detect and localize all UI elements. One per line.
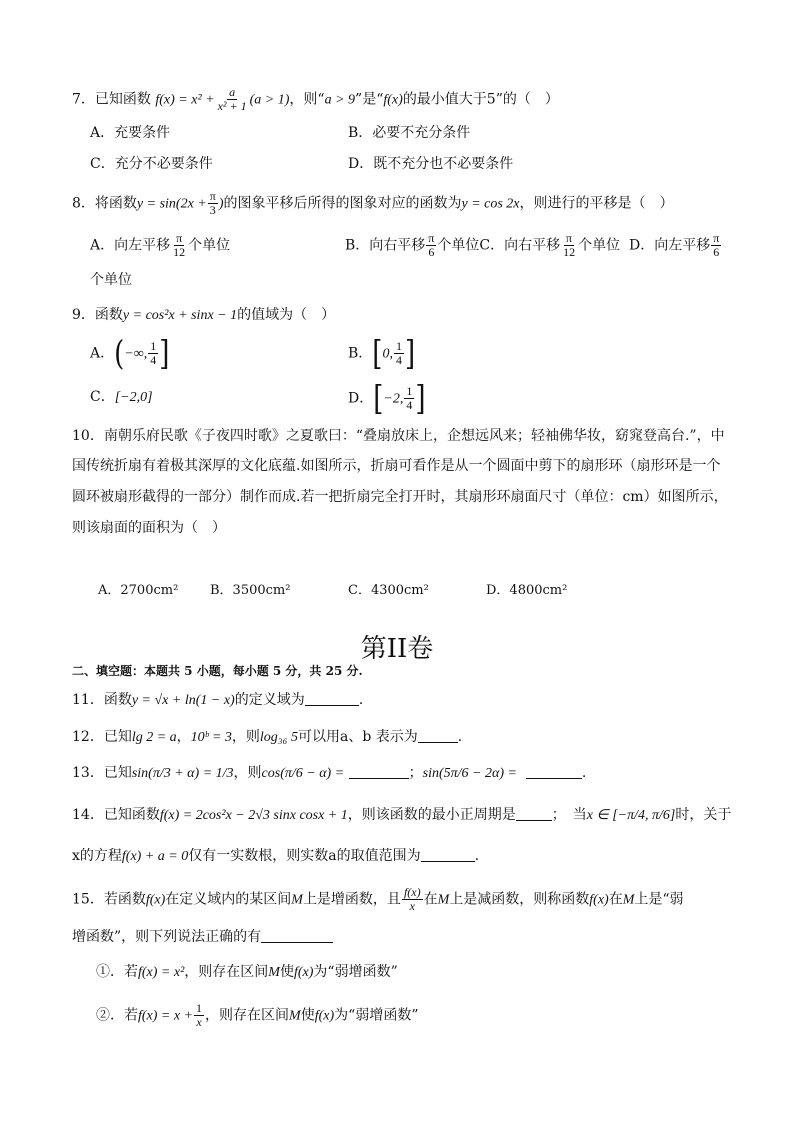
question-11: 11．函数y = √x + ln(1 − x)的定义域为 . — [72, 692, 364, 708]
question-14-line-1: 14．已知函数f(x) = 2cos²x − 2√3 sinx cosx + 1，则该函数的最小正周期是 ； 当x ∈ [−π/4, π/6]时，关于 — [72, 807, 732, 823]
question-9-option-c: C．[−2,0] — [90, 389, 153, 405]
question-9-option-a: A．(−∞, $\frac{1}{4}$ ] — [90, 334, 170, 373]
section-title: 第II卷 — [360, 634, 434, 664]
question-10-line-2: 国传统折扇有着极其深厚的文化底蕴.如图所示，折扇可看作是从一个圆面中剪下的扇形环（扇形环是一个 — [72, 458, 721, 474]
question-10-option-b: B．3500cm² — [210, 583, 291, 598]
answer-blank[interactable] — [526, 764, 582, 779]
question-8-option-d-tail: 个单位 — [90, 272, 132, 288]
question-15-item-1: ①．若f(x) = x²，则存在区间M使f(x)为“弱增函数” — [96, 964, 398, 980]
question-10-option-c: C．4300cm² — [348, 583, 429, 598]
question-10-line-4: 则该扇面的面积为（ ） — [72, 520, 226, 536]
question-15-line-2: 增函数”，则下列说法正确的有 — [72, 927, 333, 947]
question-10-line-1: 10．南朝乐府民歌《子夜四时歌》之夏歌曰：“叠扇放床上，企想远风来；轻袖佛华妆，窈窕登高台.”，中 — [72, 428, 725, 444]
question-7-option-c: C．充分不必要条件 — [90, 156, 213, 172]
section-heading: 二、填空题：本题共 5 小题，每小题 5 分，共 25 分. — [72, 664, 363, 678]
answer-blank[interactable] — [261, 928, 333, 943]
question-7-option-b: B．必要不充分条件 — [348, 125, 471, 141]
answer-blank[interactable] — [349, 764, 409, 779]
question-10-option-d: D．4800cm² — [486, 583, 568, 598]
question-9-option-d: D．[−2, $\frac{1}{4}$ ] — [348, 379, 426, 418]
question-10-option-a: A．2700cm² — [98, 583, 179, 598]
answer-blank[interactable] — [305, 691, 359, 706]
question-7-option-d: D．既不充分也不必要条件 — [348, 156, 514, 172]
answer-blank[interactable] — [516, 806, 552, 821]
question-9-option-b: B．[0, $\frac{1}{4}$ ] — [348, 334, 416, 373]
question-15-item-2: ②．若f(x) = x + $\frac{1}{x}$ ，则存在区间M使f(x)为“弱增函数” — [96, 1001, 419, 1029]
question-8-option-b-c-d: B．向右平移 $\frac{\pi}{6}$ 个单位C．向右平移 $\frac{\pi}{12}$ 个单位 D．向左平移 $\frac{\pi}{6}$ — [345, 231, 720, 259]
question-7-option-a: A．充要条件 — [90, 125, 171, 141]
question-15-line-1: 15．若函数f(x)在定义域内的某区间M上是增函数，且 $\frac{f(x)}{x}$ 在M上是减函数，则称函数f(x)在M上是“弱 — [72, 885, 684, 913]
question-13: 13．已知sin(π/3 + α) = 1/3，则cos(π/6 − α) = ；sin(5π/6 − 2α) = . — [72, 765, 587, 781]
question-10-line-3: 圆环被扇形截得的一部分）制作而成.若一把折扇完全打开时，其扇形环扇面尺寸（单位：cm）如图所示， — [72, 489, 728, 505]
question-12: 12．已知lg 2 = a，10ᵇ = 3，则log₃₆ 5可以用a、b 表示为 . — [72, 729, 463, 745]
question-7-stem: 7．已知函数 f(x) = x² + $\frac{a}{\text{x² + 1}}$ (a > 1)，则“a > 9”是“f(x)的最小值大于5”的（ ） — [72, 85, 559, 113]
question-8-stem: 8．将函数y = sin(2x + $\frac{\pi}{3}$ )的图象平移后所得的图象对应的函数为y = cos 2x，则进行的平移是（ ） — [72, 189, 674, 217]
answer-blank[interactable] — [418, 728, 458, 743]
question-14-line-2: x的方程f(x) + a = 0仅有一实数根，则实数a的取值范围为 . — [72, 848, 480, 864]
answer-blank[interactable] — [421, 847, 475, 862]
question-8-option-a: A．向左平移 $\frac{\pi}{12}$ 个单位 — [90, 231, 231, 259]
question-9-stem: 9．函数y = cos²x + sinx − 1的值域为（ ） — [72, 307, 336, 323]
